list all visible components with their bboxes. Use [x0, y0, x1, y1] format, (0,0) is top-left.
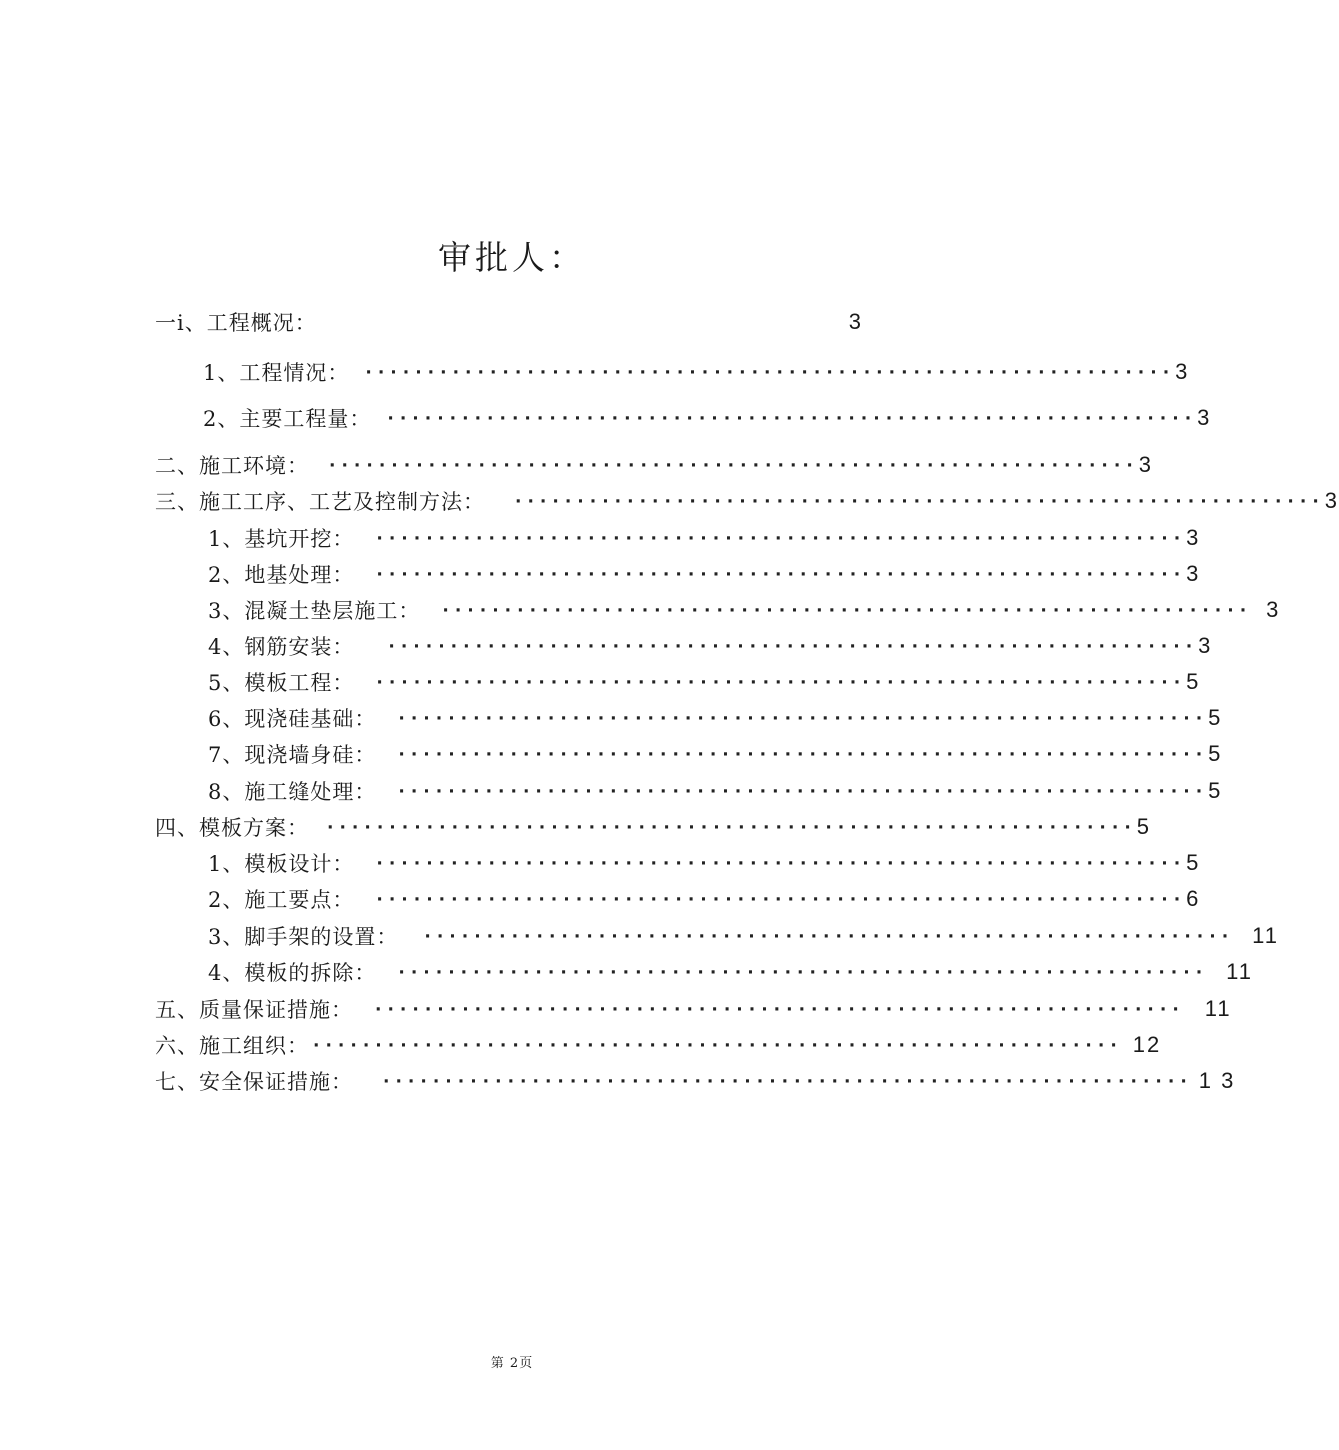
toc-entry[interactable] — [208, 776, 1223, 806]
toc-entry[interactable] — [208, 703, 1223, 733]
toc-entry-page: 3 — [1198, 633, 1213, 658]
toc-leader-dots: ································································· — [388, 637, 1199, 657]
toc-entry-label: 七、安全保证措施： — [155, 1070, 353, 1094]
toc-entry-label: 4、模板的拆除： — [208, 961, 377, 985]
toc-leader-dots: ································································· — [424, 927, 1235, 947]
toc-entry-page: 11 — [1252, 923, 1279, 948]
toc-entry[interactable] — [203, 357, 1190, 387]
toc-entry-page: 5 — [1136, 814, 1152, 839]
toc-leader-dots: ································································· — [376, 565, 1187, 585]
toc-entry-page: 3 — [1175, 359, 1190, 384]
toc-entry[interactable] — [203, 403, 1212, 433]
toc-entry-page: 3 — [1197, 405, 1212, 430]
toc-entry-label: 二、施工环境： — [155, 454, 309, 478]
toc-entry[interactable] — [208, 667, 1201, 697]
toc-leader-dots: ································································· — [383, 1072, 1193, 1092]
toc-entry-label: 8、施工缝处理： — [208, 780, 377, 804]
toc-entry-page: 3 — [1324, 488, 1339, 513]
toc-entry-label: 1、基坑开挖： — [208, 527, 355, 551]
toc-entry[interactable] — [155, 1066, 1236, 1096]
toc-entry-label: 3、脚手架的设置： — [208, 925, 399, 949]
toc-leader-dots: ································································· — [398, 709, 1209, 729]
toc-entry-page: 11 — [1226, 959, 1253, 984]
toc-entry-label: 三、施工工序、工艺及控制方法： — [155, 490, 485, 514]
toc-entry-page: 5 — [1208, 705, 1223, 730]
toc-entry[interactable] — [208, 559, 1201, 589]
toc-entry[interactable] — [155, 1030, 1162, 1060]
toc-entry-page: 3 — [1186, 561, 1201, 586]
toc-entry-label: 5、模板工程： — [208, 671, 355, 695]
toc-leader-dots: ································································· — [442, 601, 1253, 621]
toc-entry-label: 2、施工要点： — [208, 888, 355, 912]
page-number-footer: 第 2页 — [490, 1356, 534, 1371]
toc-entry-page: 12 — [1132, 1032, 1162, 1057]
toc-entry-page: 5 — [1186, 850, 1201, 875]
toc-entry-label: 四、模板方案： — [155, 816, 309, 840]
toc-entry[interactable] — [208, 631, 1213, 661]
toc-entry-page: 3 — [848, 309, 863, 334]
toc-leader-dots: ································································· — [398, 782, 1209, 802]
toc-entry-label: 7、现浇墙身硅： — [208, 743, 377, 767]
toc-entry[interactable] — [155, 812, 1152, 842]
toc-entry-page: 5 — [1208, 778, 1223, 803]
toc-leader-dots: ································································· — [313, 1036, 1123, 1056]
toc-entry-label: 一i、工程概况： — [155, 311, 317, 335]
toc-entry-label: 4、钢筋安装： — [208, 635, 355, 659]
toc-leader-dots: ································································· — [329, 456, 1139, 476]
toc-entry-page: 5 — [1186, 669, 1201, 694]
toc-leader-dots: ································································· — [376, 529, 1187, 549]
toc-leader-dots: ································································· — [376, 890, 1187, 910]
toc-leader-dots: ································································· — [398, 963, 1209, 983]
toc-leader-dots: ································································· — [327, 818, 1137, 838]
toc-leader-dots: ································································· — [365, 363, 1176, 383]
toc-entry-label: 2、主要工程量： — [203, 407, 372, 431]
toc-entry-label: 1、模板设计： — [208, 852, 355, 876]
toc-entry-label: 六、施工组织： — [155, 1034, 309, 1058]
toc-leader-dots: ································································· — [375, 1000, 1185, 1020]
page-title: 审批人： — [438, 238, 586, 277]
toc-entry-page: 11 — [1204, 996, 1232, 1021]
toc-entry[interactable] — [208, 921, 1279, 951]
toc-entry[interactable] — [155, 450, 1154, 480]
toc-leader-dots: ································································· — [398, 745, 1209, 765]
toc-entry-page: 3 — [1138, 452, 1154, 477]
toc-leader-dots: ································································· — [376, 854, 1187, 874]
toc-entry-label: 1、工程情况： — [203, 361, 350, 385]
toc-leader-dots — [317, 321, 849, 323]
toc-entry-page: 3 — [1186, 525, 1201, 550]
toc-entry[interactable] — [208, 595, 1281, 625]
toc-entry[interactable] — [155, 307, 863, 337]
toc-entry-page: 6 — [1186, 886, 1201, 911]
toc-entry[interactable] — [208, 884, 1201, 914]
toc-leader-dots: ································································· — [376, 673, 1187, 693]
toc-entry[interactable] — [208, 848, 1201, 878]
toc-entry-page: 3 — [1266, 597, 1281, 622]
toc-entry[interactable] — [155, 994, 1232, 1024]
toc-entry[interactable] — [155, 486, 1339, 516]
toc-entry-page: 1 3 — [1198, 1068, 1236, 1093]
toc-entry[interactable] — [208, 957, 1253, 987]
toc-entry-page: 5 — [1208, 741, 1223, 766]
toc-entry-label: 6、现浇硅基础： — [208, 707, 377, 731]
toc-entry-label: 2、地基处理： — [208, 563, 355, 587]
toc-entry-label: 五、质量保证措施： — [155, 998, 353, 1022]
toc-entry[interactable] — [208, 739, 1223, 769]
toc-entry[interactable] — [208, 523, 1201, 553]
toc-entry-label: 3、混凝土垫层施工： — [208, 599, 421, 623]
toc-leader-dots: ································································· — [515, 492, 1325, 512]
toc-leader-dots: ································································· — [387, 409, 1198, 429]
